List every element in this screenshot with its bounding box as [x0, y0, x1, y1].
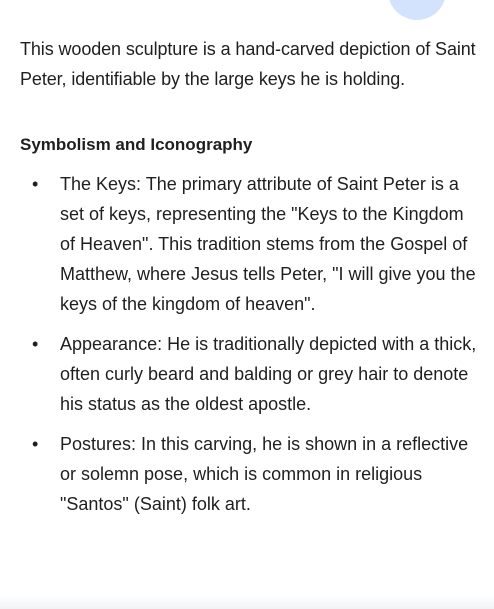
list-item: [20, 329, 480, 419]
section-heading: Symbolism and Iconography: [20, 135, 253, 154]
bullet-list: [20, 169, 480, 519]
bullet-icon: •: [32, 434, 39, 454]
bullet-icon: •: [32, 334, 39, 354]
avatar[interactable]: [388, 0, 446, 20]
list-item-text: Postures: In this carving, he is shown in a reflective or solemn pose, which is common in religious "Santos" (Saint) folk art.: [60, 434, 469, 514]
bottom-fade: [0, 595, 494, 609]
list-item-text: Appearance: He is traditionally depicted with a thick, often curly beard and balding or grey hair to denote his status as the oldest apostle.: [60, 334, 477, 414]
list-item: [20, 169, 480, 319]
response-body: [20, 34, 480, 529]
list-item: [20, 429, 480, 519]
intro-paragraph: This wooden sculpture is a hand-carved depiction of Saint Peter, identifiable by the large keys he is holding.: [20, 39, 476, 89]
list-item-text: The Keys: The primary attribute of Saint Peter is a set of keys, representing the "Keys to the Kingdom of Heaven". This tradition stems from the Gospel of Matthew, where Jesus tells Peter, "I will give you the keys of the kingdom of heaven".: [60, 174, 476, 314]
bullet-icon: •: [32, 174, 39, 194]
